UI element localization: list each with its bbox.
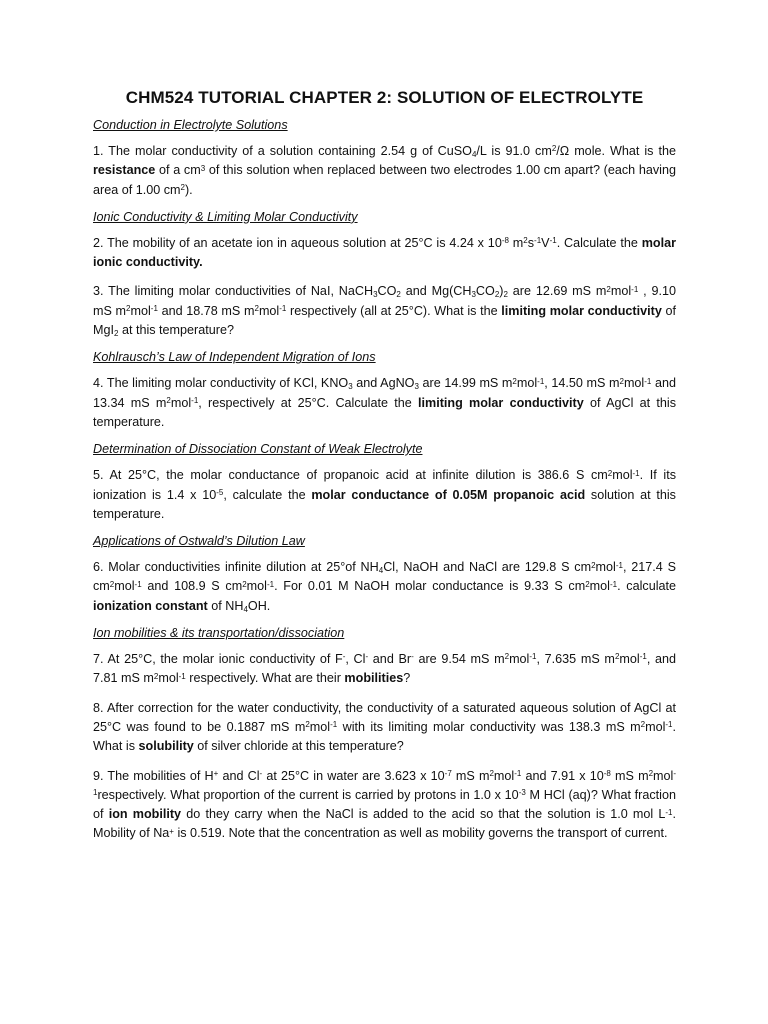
question-text: 8. After correction for the water conductivity, the conductivity of a saturated aqueous solution of AgCl at 25°C was found to be 0.1887 mS m	[93, 700, 676, 734]
superscript-text: -1	[632, 468, 640, 478]
question-text: 1. The molar conductivity of a solution containing 2.54 g of CuSO	[93, 144, 472, 158]
superscript-text: -1	[178, 671, 186, 681]
question-text: at this temperature?	[118, 323, 234, 338]
superscript-text: 2	[614, 652, 620, 662]
subscript-text: 2	[503, 290, 508, 300]
superscript-text: +	[169, 826, 174, 836]
question-text: mol	[114, 579, 135, 594]
superscript-text: -1	[644, 376, 652, 386]
question-text: mol	[612, 468, 633, 483]
question-text: /L is 91.0 cm	[476, 144, 552, 158]
superscript-text: -1	[279, 304, 287, 314]
superscript-text: 2	[523, 236, 528, 246]
question-text: mol	[516, 376, 538, 391]
superscript-text: 2	[504, 652, 510, 662]
question-text: mol	[258, 303, 280, 318]
superscript-text: -1	[534, 236, 542, 246]
question-text: CO	[377, 284, 397, 299]
superscript-text: 2	[607, 468, 613, 478]
superscript-text: 2	[489, 768, 494, 778]
bold-text: ionization constant	[93, 598, 208, 613]
superscript-text: -1	[537, 376, 545, 386]
superscript-text: -1	[665, 807, 673, 817]
question-text: are 12.69 mS m	[507, 284, 607, 299]
question-text: , calculate the	[223, 487, 312, 502]
question-text: , Cl	[345, 652, 366, 667]
question-text: is 0.519. Note that the concentration as well as mobility governs the transport of current.	[173, 826, 668, 841]
question-text: and AgNO	[352, 376, 415, 391]
superscript-text: -1	[150, 304, 158, 314]
superscript-text: -8	[501, 236, 509, 246]
question-text: 7. At 25°C, the molar ionic conductivity of F	[93, 652, 343, 667]
superscript-text: -7	[444, 768, 452, 778]
question-text: 9. The mobilities of H	[93, 768, 214, 783]
question-text: mS m	[451, 768, 490, 783]
superscript-text: 2	[648, 768, 654, 778]
question-text: mol	[309, 719, 331, 734]
superscript-text: 2	[512, 376, 517, 386]
document-title: CHM524 TUTORIAL CHAPTER 2: SOLUTION OF ELECTROLYTE	[125, 88, 644, 107]
superscript-text: -1	[191, 396, 199, 406]
question-text: mol	[130, 303, 151, 318]
section-heading: Kohlrausch’s Law of Independent Migration of Ions	[93, 350, 376, 365]
question-text: CO	[475, 284, 495, 299]
question-text: , respectively at 25°C. Calculate the	[198, 395, 418, 410]
superscript-text: -1	[514, 768, 522, 778]
bold-text: limiting molar conductivity	[418, 395, 584, 410]
question-paragraph	[93, 558, 676, 616]
section-heading: Ion mobilities & its transportation/dissociation	[93, 626, 345, 641]
question-text: OH.	[247, 598, 271, 613]
superscript-text: -1	[549, 236, 557, 246]
question-text: ).	[184, 182, 193, 197]
section-heading: Applications of Ostwald’s Dilution Law	[93, 534, 305, 549]
question-paragraph	[93, 767, 676, 844]
question-text: mol	[645, 719, 666, 734]
question-text: mol	[246, 579, 267, 594]
bold-text: solubility	[138, 739, 194, 754]
question-text: )	[499, 284, 504, 299]
question-text: , and 7.81 mS m	[93, 652, 677, 686]
question-text: mol	[595, 560, 616, 575]
question-text: , 217.4 S cm	[93, 560, 676, 594]
question-text: with its limiting molar conductivity was 138.3 mS m	[337, 719, 641, 734]
superscript-text: 2	[585, 579, 590, 589]
superscript-text: -	[342, 652, 346, 662]
document-body	[93, 118, 676, 844]
question-text: 4. The limiting molar conductivity of KCl, KNO	[93, 376, 349, 391]
question-paragraph	[93, 234, 676, 273]
superscript-text: -1	[609, 579, 618, 589]
question-text: mol	[619, 652, 640, 667]
superscript-text: 2	[166, 396, 171, 406]
subscript-text: 2	[114, 329, 119, 339]
question-text: 3. The limiting molar conductivities of NaI, NaCH	[93, 284, 374, 299]
question-text: /Ω mole. What is the	[556, 144, 676, 158]
bold-text: resistance	[93, 163, 156, 178]
question-text: solution at this temperature.	[93, 487, 676, 521]
superscript-text: -1	[93, 768, 676, 798]
subscript-text: 2	[396, 290, 401, 300]
question-text: ?	[403, 671, 411, 686]
question-text: Cl, NaOH and NaCl are 129.8 S cm	[383, 560, 592, 575]
question-text: . For 0.01 M NaOH molar conductance is 9.33 S cm	[274, 579, 586, 594]
superscript-text: 2	[619, 376, 624, 386]
question-text: 5. At 25°C, the molar conductance of propanoic acid at infinite dilution is 386.6 S cm	[93, 468, 608, 483]
question-text: mol	[509, 652, 530, 667]
bold-text: molar ionic conductivity.	[93, 235, 676, 270]
superscript-text: -5	[216, 487, 224, 497]
question-paragraph	[93, 466, 676, 524]
superscript-text: 2	[242, 579, 247, 589]
question-text: V	[541, 235, 550, 250]
question-text: of AgCl at this temperature.	[93, 395, 677, 429]
superscript-text: -1	[529, 652, 537, 662]
question-text: of MgI	[93, 303, 676, 338]
subscript-text: 3	[348, 382, 353, 392]
question-text: mol	[653, 768, 674, 783]
question-text: at 25°C in water are 3.623 x 10	[262, 768, 445, 783]
question-text: and 7.91 x 10	[521, 768, 604, 783]
bold-text: mobilities	[344, 671, 404, 686]
superscript-text: -	[411, 652, 414, 662]
question-text: and Br	[368, 652, 412, 667]
question-paragraph	[93, 650, 676, 689]
superscript-text: 2	[640, 720, 646, 730]
superscript-text: -1	[266, 579, 275, 589]
question-text: . If its ionization is 1.4 x 10	[93, 468, 676, 502]
question-paragraph	[93, 699, 676, 757]
superscript-text: 2	[254, 304, 259, 314]
question-text: . Calculate the	[556, 235, 642, 250]
superscript-text: -1	[615, 560, 623, 570]
question-text: 2. The mobility of an acetate ion in aqueous solution at 25°C is 4.24 x 10	[93, 235, 502, 250]
question-text: of NH	[207, 598, 244, 613]
superscript-text: 2	[109, 579, 115, 589]
question-text: are 14.99 mS m	[418, 376, 513, 391]
bold-text: limiting molar conductivity	[501, 303, 662, 318]
subscript-text: 3	[414, 382, 419, 392]
question-text: and Mg(CH	[400, 284, 472, 299]
question-text: respectively. What are their	[185, 671, 345, 686]
superscript-text: -	[365, 652, 369, 662]
question-text: of a cm	[155, 163, 201, 178]
question-text: and 18.78 mS m	[157, 303, 255, 318]
section-heading: Conduction in Electrolyte Solutions	[93, 118, 288, 132]
subscript-text: 4	[471, 150, 477, 159]
question-text: m	[508, 235, 524, 250]
question-paragraph	[93, 282, 676, 340]
superscript-text: -1	[631, 284, 639, 294]
question-text: , 7.635 mS m	[536, 652, 615, 667]
question-text: of silver chloride at this temperature?	[193, 739, 404, 754]
superscript-text: 2	[606, 284, 611, 294]
question-text: mol	[493, 768, 515, 783]
question-text: mol	[589, 579, 610, 594]
bold-text: molar conductance of 0.05M propanoic acid	[311, 487, 586, 502]
subscript-text: 4	[243, 604, 248, 614]
question-paragraph	[93, 374, 676, 432]
question-paragraph	[93, 142, 676, 200]
superscript-text: -3	[518, 788, 526, 798]
superscript-text: 3	[200, 163, 206, 173]
question-text: s	[527, 235, 535, 250]
question-text: of this solution when replaced between two electrodes 1.00 cm apart? (each having area of 1.00 cm	[93, 163, 676, 197]
superscript-text: 2	[153, 671, 159, 681]
subscript-text: 2	[494, 290, 500, 300]
question-text: mol	[610, 284, 632, 299]
subscript-text: 3	[373, 290, 378, 300]
question-text: , 9.10 mS m	[93, 284, 677, 318]
superscript-text: -1	[330, 720, 338, 730]
question-text: mol	[170, 395, 192, 410]
question-text: . Mobility of Na	[93, 807, 676, 841]
superscript-text: -1	[665, 720, 673, 730]
question-text: 6. Molar conductivities infinite dilution at 25°of NH	[93, 560, 379, 575]
superscript-text: 2	[551, 144, 557, 154]
superscript-text: 2	[591, 560, 596, 570]
question-text: and Cl	[218, 768, 260, 783]
subscript-text: 3	[471, 290, 476, 300]
superscript-text: -	[259, 768, 263, 778]
superscript-text: 2	[126, 304, 131, 314]
question-text: are 9.54 mS m	[413, 652, 505, 667]
superscript-text: -8	[603, 768, 611, 778]
question-text: , 14.50 mS m	[544, 376, 620, 391]
question-text: . What is	[93, 719, 676, 754]
section-heading: Determination of Dissociation Constant of Weak Electrolyte	[93, 442, 423, 457]
question-text: and 108.9 S cm	[141, 579, 243, 594]
superscript-text: -1	[134, 579, 142, 589]
question-text: M HCl (aq)? What fraction of	[93, 787, 676, 822]
question-text: and 13.34 mS m	[93, 376, 676, 410]
superscript-text: 2	[305, 720, 310, 730]
question-text: do they carry when the NaCl is added to the acid so that the solution is 1.0 mol L	[181, 807, 666, 822]
superscript-text: -1	[639, 652, 647, 662]
superscript-text: +	[213, 768, 219, 778]
bold-text: ion mobility	[108, 807, 182, 822]
subscript-text: 4	[378, 566, 384, 576]
section-heading: Ionic Conductivity & Limiting Molar Conductivity	[93, 209, 358, 224]
question-text: respectively (all at 25°C). What is the	[286, 303, 502, 318]
question-text: mol	[158, 671, 179, 686]
question-text: mS m	[610, 768, 649, 783]
superscript-text: 2	[180, 183, 185, 192]
question-text: mol	[623, 376, 645, 391]
question-text: . calculate	[617, 579, 677, 594]
question-text: respectively. What proportion of the current is carried by protons in 1.0 x 10	[97, 787, 519, 802]
